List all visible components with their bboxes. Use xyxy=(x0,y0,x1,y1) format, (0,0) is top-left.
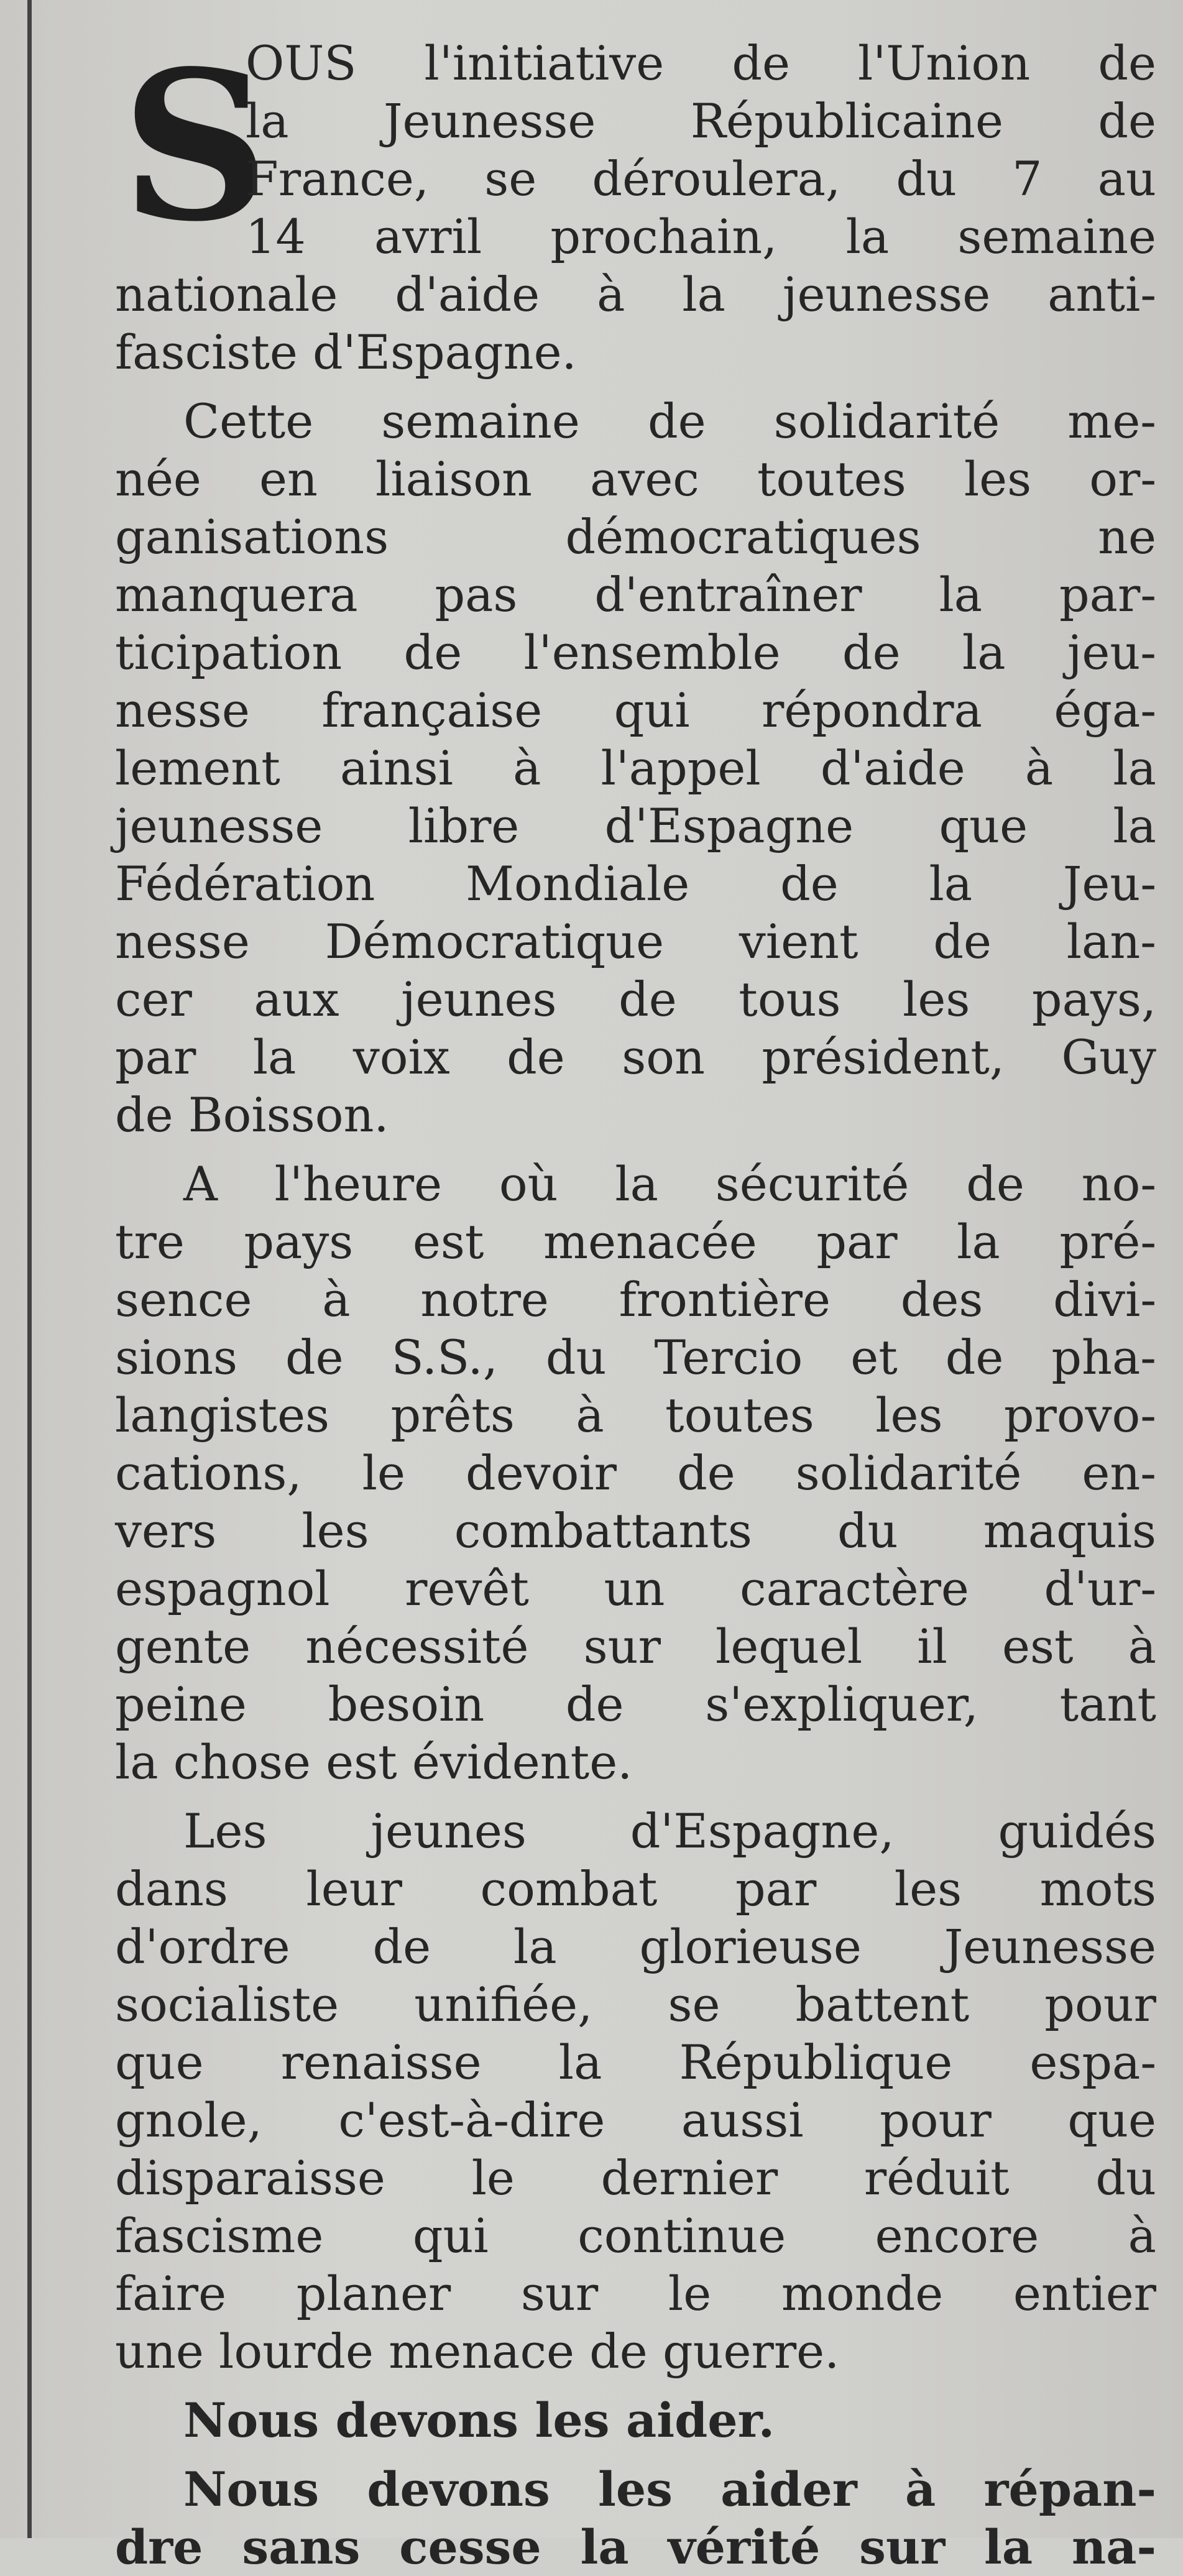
article-column xyxy=(115,25,1156,2575)
text-line: A l'heure où la sécurité de no- xyxy=(183,1156,1156,1212)
paragraph-6 xyxy=(115,2460,1156,2576)
text-line: Cette semaine de solidarité me- xyxy=(183,393,1156,449)
text-line: tre pays est menacée par la pré- xyxy=(115,1214,1156,1269)
text-line: 14 avril prochain, la semaine xyxy=(246,209,1156,264)
drop-cap: S xyxy=(121,25,270,267)
text-line: gente nécessité sur lequel il est à xyxy=(115,1619,1156,1674)
text-line: la chose est évidente. xyxy=(115,1734,633,1790)
paragraph-2 xyxy=(115,392,1156,1144)
text-line: fascisme qui continue encore à xyxy=(115,2208,1156,2263)
text-line: ticipation de l'ensemble de la jeu- xyxy=(115,625,1156,680)
text-line: dans leur combat par les mots xyxy=(115,1861,1156,1916)
text-line: vers les combattants du maquis xyxy=(115,1503,1156,1558)
text-line: ganisations démocratiques ne xyxy=(115,509,1156,564)
text-line: sence à notre frontière des divi- xyxy=(115,1272,1156,1327)
text-line: née en liaison avec toutes les or- xyxy=(115,451,1156,507)
text-line: cer aux jeunes de tous les pays, xyxy=(115,972,1156,1027)
column-rule xyxy=(27,0,32,2538)
text-line: peine besoin de s'expliquer, tant xyxy=(115,1677,1156,1732)
text-line: espagnol revêt un caractère d'ur- xyxy=(115,1561,1156,1616)
text-line: langistes prêts à toutes les provo- xyxy=(115,1387,1156,1443)
text-line: Nous devons les aider à répan- xyxy=(183,2462,1156,2517)
paragraph-5 xyxy=(115,2391,1156,2449)
text-line: Fédération Mondiale de la Jeu- xyxy=(115,856,1156,911)
text-line: faire planer sur le monde entier xyxy=(115,2266,1156,2321)
text-line: dre sans cesse la vérité sur la na- xyxy=(115,2519,1156,2575)
text-line: cations, le devoir de solidarité en- xyxy=(115,1445,1156,1501)
text-line: gnole, c'est-à-dire aussi pour que xyxy=(115,2092,1156,2148)
paragraph-4 xyxy=(115,1802,1156,2380)
text-line: France, se déroulera, du 7 au xyxy=(246,151,1156,206)
text-line: sions de S.S., du Tercio et de pha- xyxy=(115,1330,1156,1385)
text-line: Les jeunes d'Espagne, guidés xyxy=(183,1803,1156,1859)
paragraph-1 xyxy=(115,25,1156,381)
text-line: OUS l'initiative de l'Union de xyxy=(246,35,1156,91)
text-line: que renaisse la République espa- xyxy=(115,2035,1156,2090)
text-line: nesse Démocratique vient de lan- xyxy=(115,914,1156,969)
text-line: lement ainsi à l'appel d'aide à la xyxy=(115,740,1156,796)
text-line: Nous devons les aider. xyxy=(183,2393,775,2448)
text-line: de Boisson. xyxy=(115,1087,389,1143)
paragraph-3 xyxy=(115,1155,1156,1791)
text-line: jeunesse libre d'Espagne que la xyxy=(115,798,1156,853)
text-line: d'ordre de la glorieuse Jeunesse xyxy=(115,1919,1156,1974)
text-line: disparaisse le dernier réduit du xyxy=(115,2150,1156,2206)
text-line: par la voix de son président, Guy xyxy=(115,1029,1156,1085)
text-line: nationale d'aide à la jeunesse anti- xyxy=(115,267,1156,322)
text-line: socialiste unifiée, se battent pour xyxy=(115,1977,1156,2032)
text-line: une lourde menace de guerre. xyxy=(115,2324,840,2379)
text-line: nesse française qui répondra éga- xyxy=(115,683,1156,738)
text-line: la Jeunesse Républicaine de xyxy=(246,93,1156,149)
text-line: manquera pas d'entraîner la par- xyxy=(115,567,1156,622)
text-line: fasciste d'Espagne. xyxy=(115,324,577,380)
